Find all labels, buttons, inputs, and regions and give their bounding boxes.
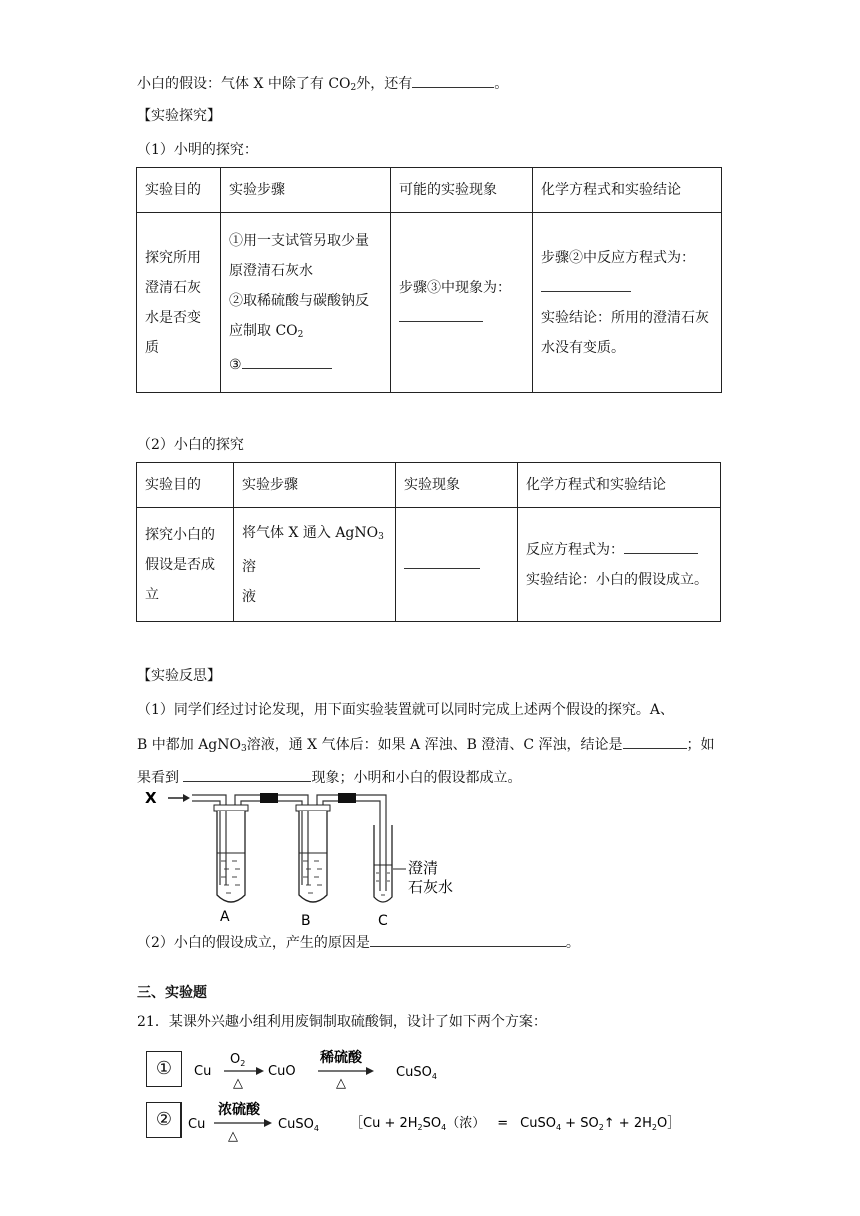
arrow-head-icon <box>183 794 190 802</box>
section3-heading: 三、实验题 <box>137 985 207 1001</box>
connector-2 <box>338 793 356 803</box>
scheme1-cu: Cu <box>194 1064 212 1079</box>
hypothesis-line: 小白的假设：气体 X 中除了有 $CO_2$外，还有 。 <box>137 73 508 98</box>
t2-phenomenon-blank[interactable] <box>404 554 480 569</box>
t1-header-steps: 实验步骤 <box>221 168 391 213</box>
answer-blank[interactable] <box>412 73 494 88</box>
tube-label-c: C <box>378 913 388 929</box>
scheme1-acid: 稀硫酸 <box>320 1050 362 1066</box>
part1-title: （1）小明的探究： <box>137 142 258 158</box>
scheme2-product: CuSO$_4$ <box>278 1117 319 1133</box>
t2-conclusion-cell: 反应方程式为： 实验结论：小白的假设成立。 <box>518 508 721 622</box>
scheme1-heat1: △ <box>233 1076 243 1091</box>
t2-purpose-cell: 探究小白的 假设是否成 立 <box>137 508 234 622</box>
tube-label-b: B <box>301 913 311 929</box>
scheme2-cu: Cu <box>188 1117 206 1132</box>
t1-header-purpose: 实验目的 <box>137 168 221 213</box>
phenomenon-answer-blank[interactable] <box>183 767 311 782</box>
part2-title: （2）小白的探究 <box>137 437 244 453</box>
scheme1-o2: $O_2$ <box>230 1052 246 1068</box>
test-tube-c <box>374 825 392 902</box>
scheme2-acid: 浓硫酸 <box>218 1102 260 1118</box>
scheme1-product: CuSO$_4$ <box>396 1065 437 1081</box>
gas-x-label: X <box>145 789 157 807</box>
scheme1-reaction <box>188 1048 458 1094</box>
equation-blank[interactable] <box>541 277 631 292</box>
reflect1-line2: B 中都加 AgNO$_3$溶液，通 X 气体后：如果 A 浑浊、B 澄清、C 浑浊，结论是 ；如 <box>137 734 715 759</box>
reflect1-line3: 果看到 现象；小明和小白的假设都成立。 <box>137 767 521 788</box>
phenomenon-blank[interactable] <box>399 307 483 322</box>
stopper-a <box>214 805 248 811</box>
t2-phenomenon-cell <box>396 508 518 622</box>
test-tube-a <box>217 811 245 902</box>
scheme2-equation: ［Cu + $2H_2SO_4$（浓） = CuSO$_4$ + $SO_2↑$ + $2H_2O]$ <box>350 1116 681 1132</box>
t1-header-conclusion: 化学方程式和实验结论 <box>533 168 722 213</box>
test-tube-b <box>299 811 327 902</box>
t2-steps-cell: 将气体 X 通入 AgNO$_3$溶 液 <box>234 508 396 622</box>
t1-conclusion-cell: 步骤②中反应方程式为： 实验结论：所用的澄清石灰 水没有变质。 <box>533 213 722 393</box>
scheme2-heat: △ <box>228 1129 238 1144</box>
t2-header-conclusion: 化学方程式和实验结论 <box>518 463 721 508</box>
xiaobai-table <box>136 462 721 622</box>
explore-heading: 【实验探究】 <box>137 108 221 124</box>
limewater-label-2: 石灰水 <box>408 878 454 896</box>
t2-header-phenomenon: 实验现象 <box>396 463 518 508</box>
xiaoming-table <box>136 167 722 393</box>
scheme1-cuo: CuO <box>268 1064 296 1079</box>
reason-blank[interactable] <box>370 932 566 947</box>
conclusion-blank[interactable] <box>623 734 687 749</box>
scheme1-heat2: △ <box>336 1076 346 1091</box>
apparatus-diagram <box>140 785 480 930</box>
limewater-label-1: 澄清 <box>408 859 439 877</box>
scheme2-reaction <box>186 1098 686 1144</box>
connector-1 <box>260 793 278 803</box>
t2-header-purpose: 实验目的 <box>137 463 234 508</box>
scheme1-number: ① <box>146 1051 182 1087</box>
step3-blank[interactable] <box>242 354 332 369</box>
t1-steps-cell: ①用一支试管另取少量 原澄清石灰水 ②取稀硫酸与碳酸钠反 应制取 $CO_2$ ③ <box>221 213 391 393</box>
t1-purpose-cell: 探究所用 澄清石灰 水是否变 质 <box>137 213 221 393</box>
t1-phenomenon-cell: 步骤③中现象为： <box>391 213 533 393</box>
reflect1-line1: （1）同学们经过讨论发现，用下面实验装置就可以同时完成上述两个假设的探究。A、 <box>137 702 675 718</box>
reflect-heading: 【实验反思】 <box>137 668 221 684</box>
t2-equation-blank[interactable] <box>624 539 698 554</box>
question-21: 21．某课外兴趣小组利用废铜制取硫酸铜，设计了如下两个方案： <box>137 1014 547 1030</box>
t1-header-phenomenon: 可能的实验现象 <box>391 168 533 213</box>
t2-header-steps: 实验步骤 <box>234 463 396 508</box>
scheme2-number: ② <box>146 1102 182 1138</box>
reflect2-line: （2）小白的假设成立，产生的原因是 。 <box>137 932 580 953</box>
stopper-b <box>296 805 330 811</box>
tube-label-a: A <box>220 909 230 925</box>
